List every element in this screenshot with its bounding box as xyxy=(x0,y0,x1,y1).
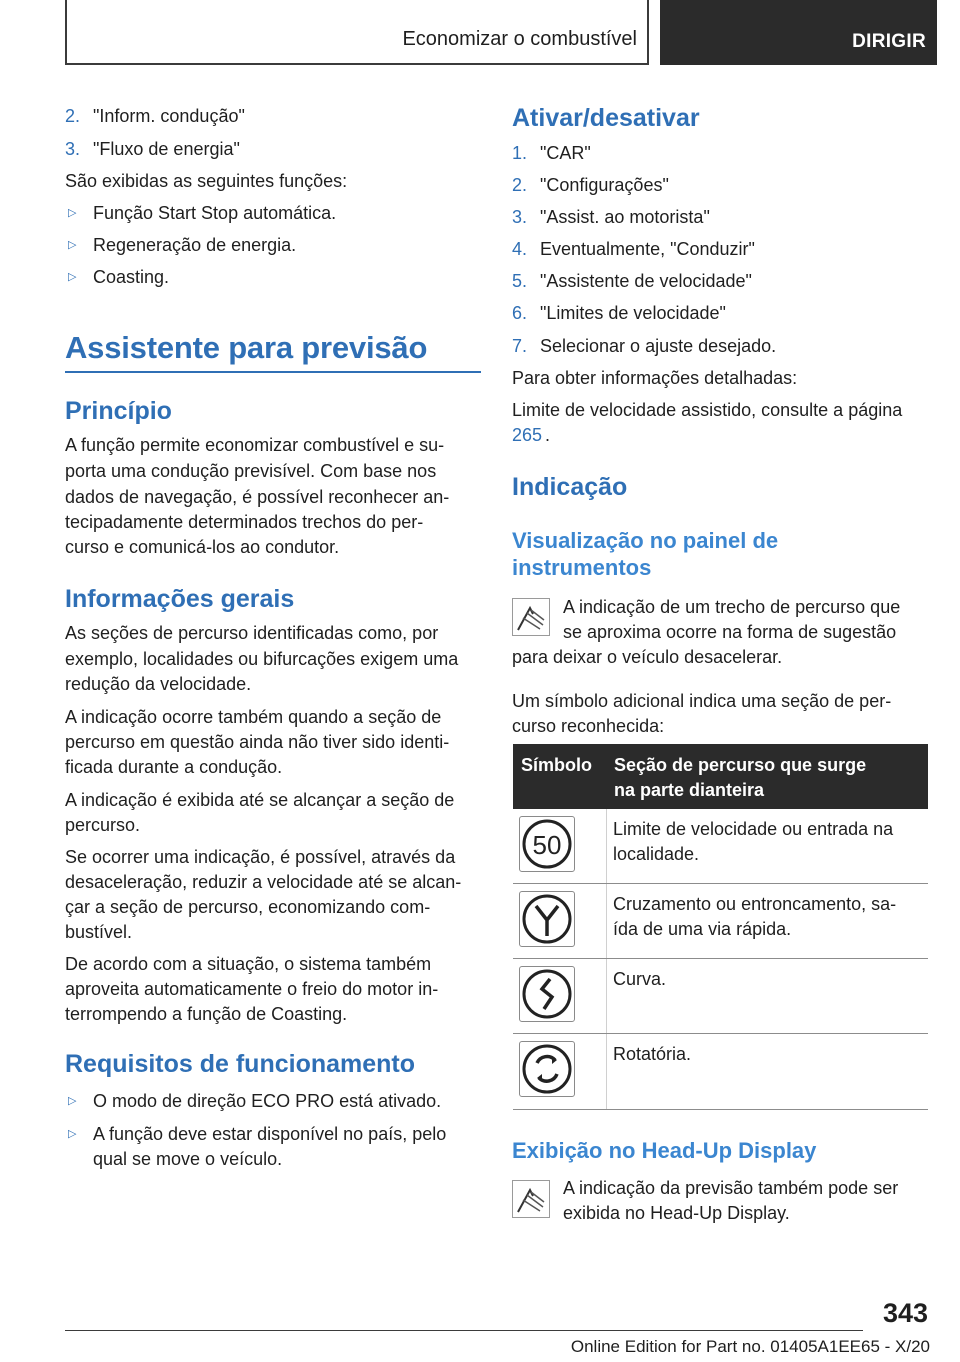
table-cell: Limite de velocidade ou entrada na xyxy=(613,819,894,839)
paragraph-line: aproveita automaticamente o freio do motor in- xyxy=(65,979,439,999)
reference-period: . xyxy=(545,425,551,445)
step-number: 3. xyxy=(512,207,528,227)
paragraph-line: De acordo com a situação, o sistema também xyxy=(65,954,432,974)
table-row-divider xyxy=(513,1109,928,1110)
paragraph-line: dados de navegação, é possível reconhecer an- xyxy=(65,487,450,507)
edition-footer: Online Edition for Part no. 01405A1EE65 - X/20 xyxy=(570,1337,930,1356)
paragraph-line: para deixar o veículo desacelerar. xyxy=(512,647,783,667)
list-item: "Inform. condução" xyxy=(93,106,245,126)
paragraph-line: A função permite economizar combustível e su- xyxy=(65,435,445,455)
cross-reference: Limite de velocidade assistido, consulte a página xyxy=(512,400,903,420)
heading-rule xyxy=(65,371,481,373)
step-number: 4. xyxy=(512,239,528,259)
bullet-triangle-icon: ▷ xyxy=(68,271,77,283)
bullet-item: O modo de direção ECO PRO está ativado. xyxy=(93,1091,442,1111)
step-number: 5. xyxy=(512,271,528,291)
table-row-divider xyxy=(513,883,928,884)
paragraph-line: terrompendo a função de Coasting. xyxy=(65,1004,348,1024)
bullet-item: Função Start Stop automática. xyxy=(93,203,337,223)
step-item: "Limites de velocidade" xyxy=(540,303,726,323)
subsection-heading: Exibição no Head-Up Display xyxy=(512,1138,817,1163)
step-number: 1. xyxy=(512,143,528,163)
table-row-divider xyxy=(513,958,928,959)
speed-limit-50-icon xyxy=(519,816,575,872)
paragraph-line: curso reconhecida: xyxy=(512,716,665,736)
section-heading: Princípio xyxy=(65,397,172,425)
step-item: Eventualmente, "Conduzir" xyxy=(540,239,755,259)
paragraph-line: Se ocorrer uma indicação, é possível, através da xyxy=(65,847,456,867)
bullet-triangle-icon: ▷ xyxy=(68,1128,77,1140)
bullet-triangle-icon: ▷ xyxy=(68,239,77,251)
paragraph-line: tecipadamente determinados trechos do per- xyxy=(65,512,424,532)
section-heading: Ativar/desativar xyxy=(512,104,700,132)
section-heading: Indicação xyxy=(512,473,628,501)
step-item: "CAR" xyxy=(540,143,591,163)
table-row-divider xyxy=(513,1033,928,1034)
bullet-item: Regeneração de energia. xyxy=(93,235,297,255)
hint-icon xyxy=(512,598,550,636)
paragraph-line: redução da velocidade. xyxy=(65,674,252,694)
step-item: Selecionar o ajuste desejado. xyxy=(540,336,777,356)
subsection-heading: Visualização no painel de xyxy=(512,528,779,553)
roundabout-icon xyxy=(519,1041,575,1097)
paragraph-line: exemplo, localidades ou bifurcações exigem uma xyxy=(65,649,459,669)
paragraph-line: A indicação ocorre também quando a seção de xyxy=(65,707,442,727)
paragraph-line: bustível. xyxy=(65,922,133,942)
bullet-item: A função deve estar disponível no país, pelo xyxy=(93,1124,447,1144)
paragraph-line: se aproxima ocorre na forma de sugestão xyxy=(563,622,897,642)
chapter-tab-label: DIRIGIR xyxy=(852,31,926,52)
table-cell: Cruzamento ou entroncamento, sa- xyxy=(613,894,897,914)
paragraph-line: A indicação é exibida até se alcançar a seção de xyxy=(65,790,455,810)
paragraph-line: çar a seção de percurso, economizando com- xyxy=(65,897,431,917)
curve-icon xyxy=(519,966,575,1022)
table-cell: Rotatória. xyxy=(613,1044,692,1064)
paragraph-line: porta uma condução previsível. Com base nos xyxy=(65,461,437,481)
step-item: "Configurações" xyxy=(540,175,669,195)
step-item: "Assistente de velocidade" xyxy=(540,271,752,291)
bullet-item: Coasting. xyxy=(93,267,170,287)
list-number: 3. xyxy=(65,139,81,159)
table-cell: Curva. xyxy=(613,969,667,989)
paragraph-line: exibida no Head-Up Display. xyxy=(563,1203,790,1223)
paragraph-line: percurso. xyxy=(65,815,141,835)
paragraph-line: A indicação de um trecho de percurso que xyxy=(563,597,901,617)
list-number: 2. xyxy=(65,106,81,126)
paragraph-line: percurso em questão ainda não tiver sido identi- xyxy=(65,732,450,752)
paragraph-line: curso e comunicá-los ao condutor. xyxy=(65,537,340,557)
table-column-divider xyxy=(606,809,607,1109)
section-heading: Requisitos de funcionamento xyxy=(65,1050,416,1078)
paragraph: São exibidas as seguintes funções: xyxy=(65,171,348,191)
hint-icon xyxy=(512,1180,550,1218)
section-title: Economizar o combustível xyxy=(402,28,637,50)
speed-limit-value: 50 xyxy=(532,830,562,860)
step-number: 2. xyxy=(512,175,528,195)
footer-rule xyxy=(65,1330,863,1331)
paragraph-line: Um símbolo adicional indica uma seção de per- xyxy=(512,691,892,711)
chapter-heading: Assistente para previsão xyxy=(65,330,428,365)
paragraph-line: As seções de percurso identificadas como, por xyxy=(65,623,439,643)
table-cell: localidade. xyxy=(613,844,700,864)
table-cell: ída de uma via rápida. xyxy=(613,919,792,939)
step-item: "Assist. ao motorista" xyxy=(540,207,710,227)
bullet-triangle-icon: ▷ xyxy=(68,1095,77,1107)
subsection-heading: instrumentos xyxy=(512,555,652,580)
paragraph: Para obter informações detalhadas: xyxy=(512,368,798,388)
table-header-section: na parte dianteira xyxy=(614,780,765,800)
table-header-section: Seção de percurso que surge xyxy=(614,755,867,775)
paragraph-line: desaceleração, reduzir a velocidade até se alcan- xyxy=(65,872,462,892)
table-header-symbol: Símbolo xyxy=(521,755,592,775)
step-number: 6. xyxy=(512,303,528,323)
bullet-triangle-icon: ▷ xyxy=(68,207,77,219)
section-heading: Informações gerais xyxy=(65,585,295,613)
paragraph-line: A indicação da previsão também pode ser xyxy=(563,1178,899,1198)
list-item: "Fluxo de energia" xyxy=(93,139,240,159)
bullet-item: qual se move o veículo. xyxy=(93,1149,283,1169)
step-number: 7. xyxy=(512,336,528,356)
paragraph-line: ficada durante a condução. xyxy=(65,757,283,777)
page-link[interactable]: 265 xyxy=(512,425,543,445)
junction-icon xyxy=(519,891,575,947)
page-number: 343 xyxy=(882,1298,928,1328)
